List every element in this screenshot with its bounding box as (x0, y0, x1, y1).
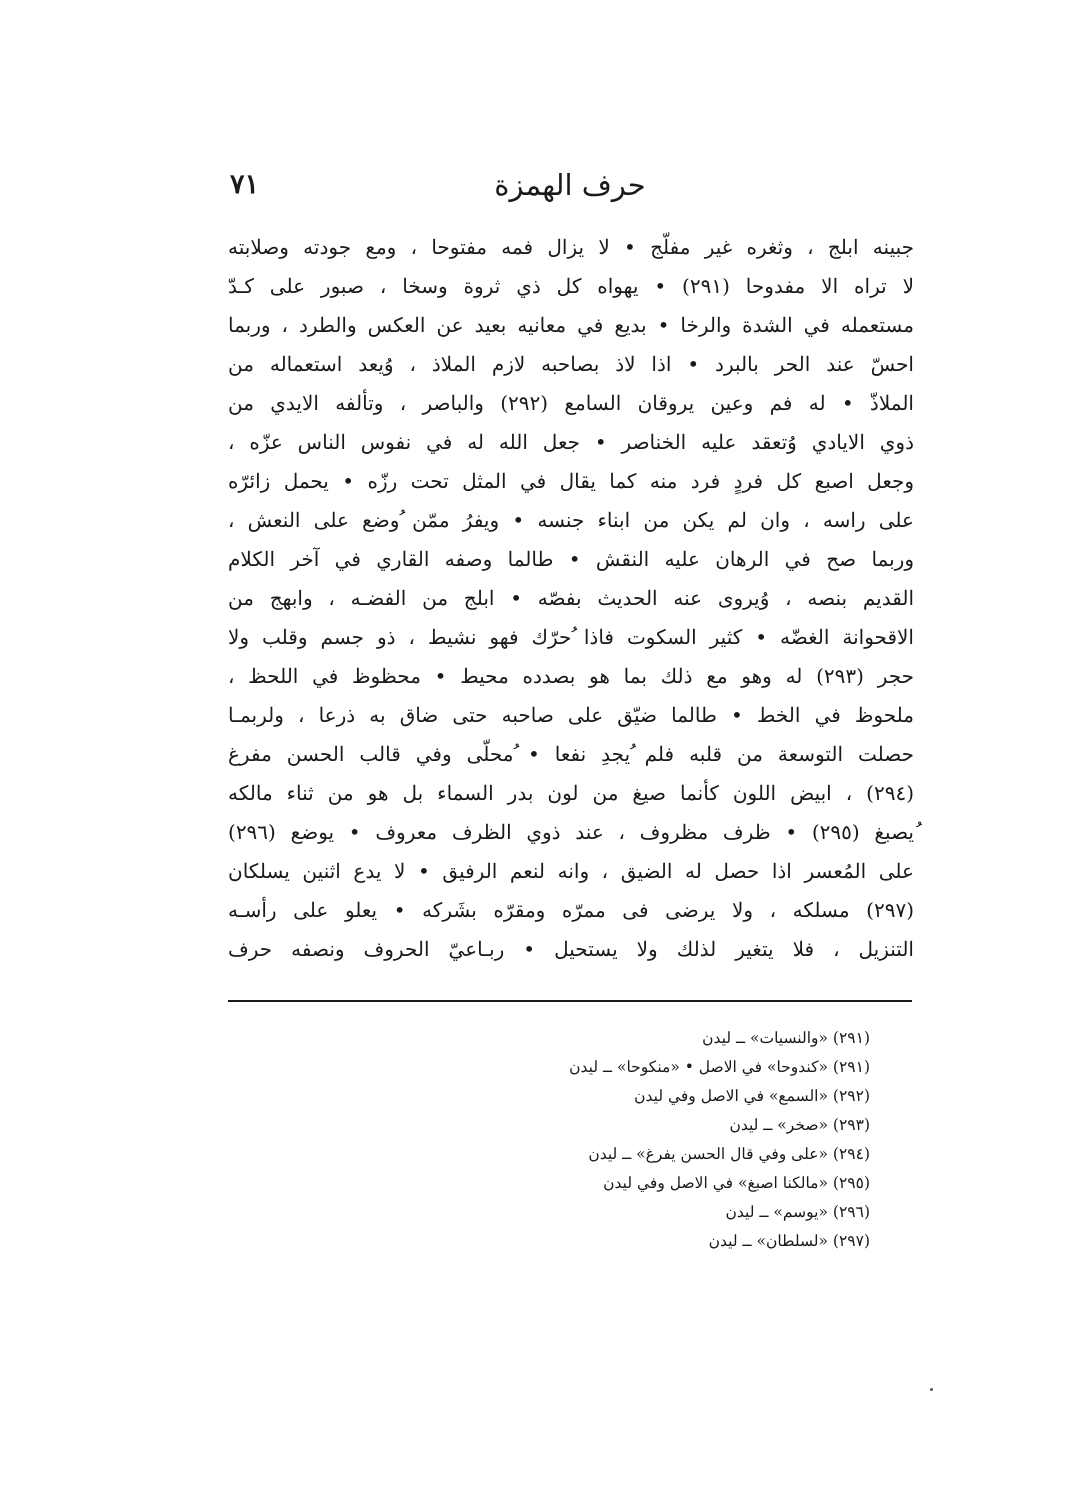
footnote: (٢٩٦) «يوسم» ــ ليدن (725, 1203, 870, 1221)
text-line: مستعمله في الشدة والرخا • بديع في معانيه بعيد عن العكس والطرد ، وربما (228, 313, 914, 337)
main-text (228, 228, 914, 969)
text-line: الملاذّ • له فم وعين يروقان السامع (٢٩٢) والباصر ، وتألفه الايدي من (228, 391, 914, 415)
footnote: (٢٩١) «والنسيات» ــ ليدن (702, 1029, 870, 1047)
footnote: (٢٩٣) «صخر» ــ ليدن (729, 1116, 870, 1134)
page-header (230, 160, 910, 210)
text-line: جبينه ابلج ، وثغره غير مفلّج • لا يزال فمه مفتوحا ، ومع جودته وصلابته (228, 235, 914, 259)
running-title: حرف الهمزة (494, 168, 646, 202)
footnote: (٢٩٤) «على وفي قال الحسن يفرغ» ــ ليدن (588, 1145, 870, 1163)
text-line: وجعل اصبع كل فردٍ فرد منه كما يقال في المثل تحت رزّه • يحمل زائرّه (228, 469, 914, 493)
text-line: (٢٩٤) ، ابيض اللون كأنما صيغ من لون بدر السماء بل هو من ثناء مالكه (228, 781, 914, 805)
text-line: على المُعسر اذا حصل له الضيق ، وانه لنعم الرفيق • لا يدع اثنين يسلكان (228, 859, 914, 883)
scan-speck (930, 1388, 933, 1391)
page-number: ٧١ (230, 169, 260, 200)
text-line: الاقحوانة الغضّه • كثير السكوت فاذا ُحرّك فهو نشيط ، ذو جسم وقلب ولا (228, 625, 914, 649)
footnote: (٢٩٢) «السمع» في الاصل وفي ليدن (634, 1087, 870, 1105)
text-line: ملحوظ في الخط • طالما ضيّق على صاحبه حتى ضاق به ذرعا ، ولربمـا (228, 703, 914, 727)
text-line: وربما صح في الرهان عليه النقش • طالما وصفه القاري في آخر الكلام (228, 547, 914, 571)
text-line: على راسه ، وان لم يكن من ابناء جنسه • ويفرُ ممّن ُوضع على النعش ، (228, 508, 914, 532)
text-line: ذوي الايادي وُتعقد عليه الخناصر • جعل الله له في نفوس الناس عزّه ، (228, 430, 914, 454)
text-line: حجر (٢٩٣) له وهو مع ذلك بما هو بصدده محيط • محظوظ في اللحظ ، (228, 664, 914, 688)
text-line: ُيصبغ (٢٩٥) • ظرف مظروف ، عند ذوي الظرف معروف • يوضع (٢٩٦) (228, 820, 915, 844)
footnote: (٢٩٥) «مالكنا اصبغ» في الاصل وفي ليدن (603, 1174, 870, 1192)
footnote: (٢٩٧) «لسلطان» ــ ليدن (708, 1232, 870, 1250)
text-line: لا تراه الا مفدوحا (٢٩١) • يهواه كل ذي ثروة وسخا ، صبور على كـدّ (228, 274, 915, 298)
text-line: التنزيل ، فلا يتغير لذلك ولا يستحيل • ربـاعيّ الحروف ونصفه حرف (228, 937, 914, 961)
footnote-divider (228, 1000, 912, 1002)
footnotes (330, 1024, 870, 1256)
text-line: احسّ عند الحر بالبرد • اذا لاذ بصاحبه لازم الملاذ ، وُيعد استعماله من (228, 352, 914, 376)
text-line: حصلت التوسعة من قلبه فلم ُيجدِ نفعا • ُمحلّى وفي قالب الحسن مفرغ (228, 742, 914, 766)
text-line: القديم بنصه ، وُيروى عنه الحديث بفصّه • ابلج من الفضـه ، وابهج من (228, 586, 914, 610)
text-line: (٢٩٧) مسلكه ، ولا يرضى فى ممرّه ومقرّه بشَركه • يعلو على رأسـه (228, 898, 914, 922)
footnote: (٢٩١) «كندوحا» في الاصل • «منكوحا» ــ ليدن (569, 1058, 870, 1076)
